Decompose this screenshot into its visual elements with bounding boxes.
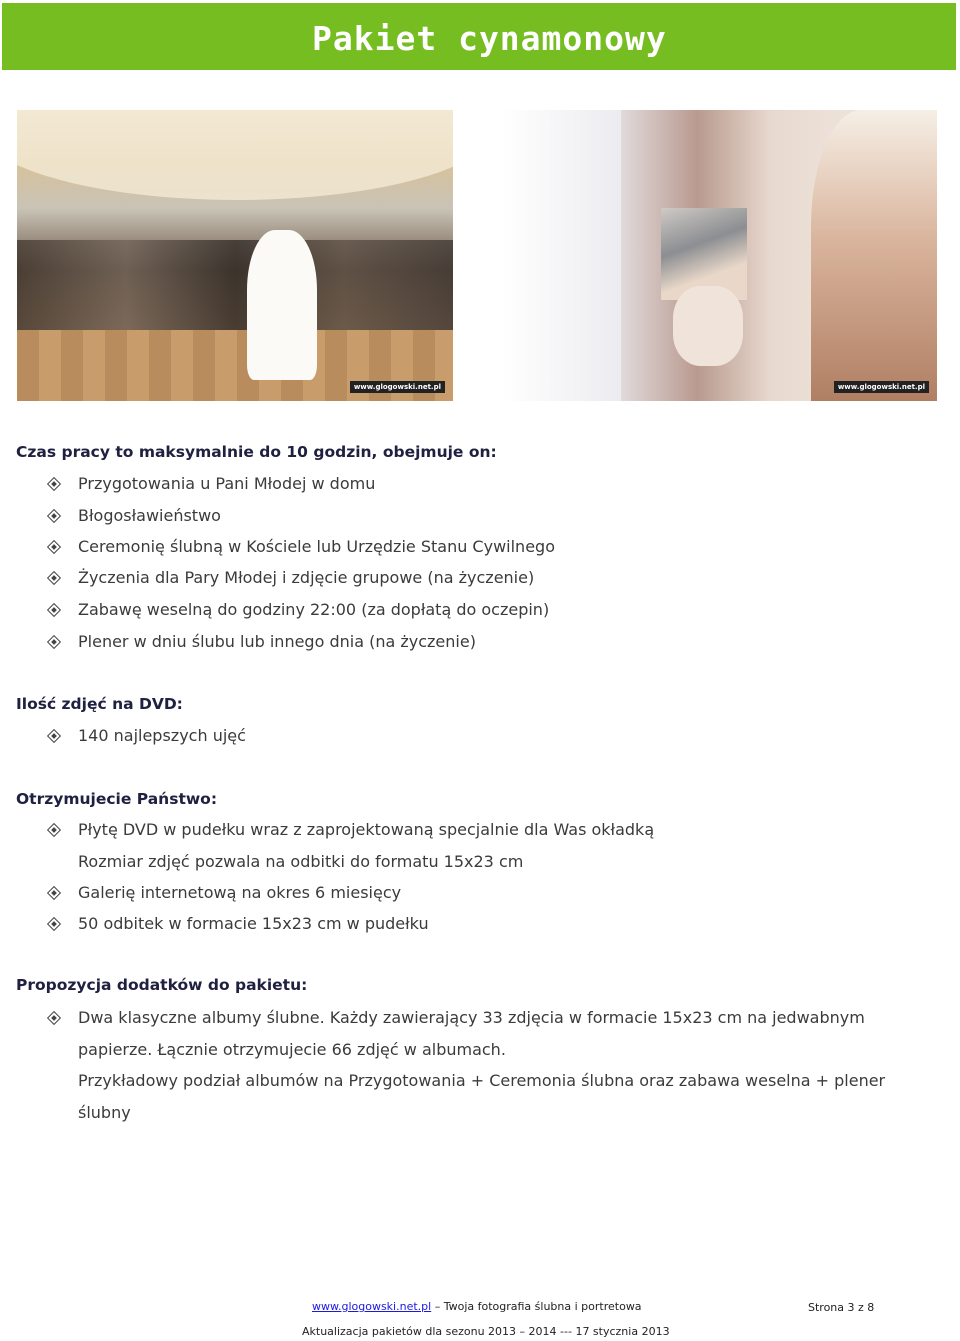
diamond-bullet-icon: [47, 1011, 61, 1025]
wedding-party-photo: [17, 110, 453, 401]
diamond-bullet-icon: [47, 571, 61, 585]
diamond-bullet-icon: [47, 603, 61, 617]
list-item-text: 140 najlepszych ujęć: [78, 726, 246, 745]
receive-heading: Otrzymujecie Państwo:: [16, 790, 218, 808]
list-item-text: ślubny: [78, 1103, 131, 1122]
list-item-text: Ceremonię ślubną w Kościele lub Urzędzie Stanu Cywilnego: [78, 537, 555, 556]
diamond-bullet-icon: [47, 540, 61, 554]
addons-heading: Propozycja dodatków do pakietu:: [16, 976, 308, 994]
diamond-bullet-icon: [47, 729, 61, 743]
list-item-text: Plener w dniu ślubu lub innego dnia (na życzenie): [78, 632, 476, 651]
photo-guests: [17, 240, 453, 330]
photo-bride: [247, 230, 317, 380]
photo-curtain: [501, 110, 621, 401]
bride-mirror-photo: [501, 110, 937, 401]
photo-bride-face: [811, 110, 937, 401]
list-item-text: Przykładowy podział albumów na Przygotowania + Ceremonia ślubna oraz zabawa weselna + plener: [78, 1071, 886, 1090]
list-item-text: Zabawę weselną do godziny 22:00 (za dopłatą do oczepin): [78, 600, 550, 619]
diamond-bullet-icon: [47, 635, 61, 649]
footer-credit: [312, 1300, 642, 1313]
page-number: Strona 3 z 8: [808, 1301, 875, 1314]
diamond-bullet-icon: [47, 917, 61, 931]
diamond-bullet-icon: [47, 477, 61, 491]
page-title: Pakiet cynamonowy: [312, 19, 667, 58]
title-banner: [2, 3, 956, 70]
diamond-bullet-icon: [47, 886, 61, 900]
photo-watermark: www.glogowski.net.pl: [350, 381, 445, 393]
list-item-text: Błogosławieństwo: [78, 506, 221, 525]
list-item-text: Galerię internetową na okres 6 miesięcy: [78, 883, 402, 902]
photo-watermark: www.glogowski.net.pl: [834, 381, 929, 393]
list-item-text: Przygotowania u Pani Młodej w domu: [78, 474, 376, 493]
update-note: Aktualizacja pakietów dla sezonu 2013 – 2014 --- 17 stycznia 2013: [302, 1325, 670, 1338]
photo-ceiling: [17, 110, 453, 200]
list-item-text: 50 odbitek w formacie 15x23 cm w pudełku: [78, 914, 429, 933]
list-item-text: Płytę DVD w pudełku wraz z zaprojektowaną specjalnie dla Was okładką: [78, 820, 655, 839]
list-item-text: Dwa klasyczne albumy ślubne. Każdy zawierający 33 zdjęcia w formacie 15x23 cm na jedwabnym: [78, 1008, 865, 1027]
list-item-text: Życzenia dla Pary Młodej i zdjęcie grupowe (na życzenie): [78, 568, 535, 587]
list-item-text: Rozmiar zdjęć pozwala na odbitki do formatu 15x23 cm: [78, 852, 524, 871]
diamond-bullet-icon: [47, 509, 61, 523]
website-link[interactable]: www.glogowski.net.pl: [312, 1300, 432, 1313]
diamond-bullet-icon: [47, 823, 61, 837]
work-heading: Czas pracy to maksymalnie do 10 godzin, obejmuje on:: [16, 443, 497, 461]
photo-hand: [673, 286, 743, 366]
dvd-heading: Ilość zdjęć na DVD:: [16, 695, 183, 713]
footer-tagline: – Twoja fotografia ślubna i portretowa: [431, 1300, 642, 1313]
list-item-text: papierze. Łącznie otrzymujecie 66 zdjęć w albumach.: [78, 1040, 506, 1059]
